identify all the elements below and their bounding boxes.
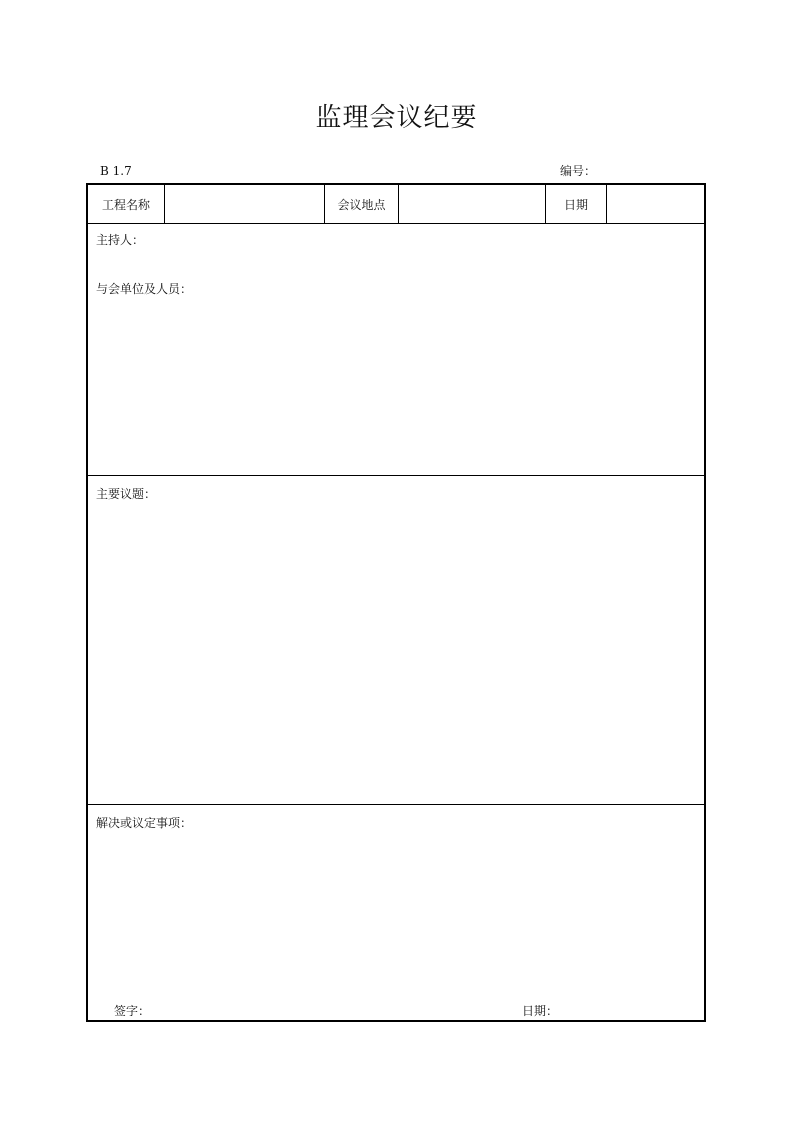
project-name-label: 工程名称 xyxy=(88,185,165,223)
attendees-label: 与会单位及人员： xyxy=(96,282,193,296)
decisions-label: 解决或议定事项： xyxy=(96,816,193,830)
host-label: 主持人： xyxy=(96,233,145,247)
date-label: 日期 xyxy=(546,185,607,223)
form-code: B 1.7 xyxy=(100,164,132,178)
signature-label: 签字： xyxy=(114,1004,151,1018)
meeting-minutes-form xyxy=(86,183,706,1022)
decisions-section[interactable] xyxy=(88,805,704,1020)
date-field[interactable] xyxy=(607,185,704,223)
signature-date-label: 日期： xyxy=(522,1004,559,1018)
page-title: 监理会议纪要 xyxy=(315,103,478,133)
serial-number-label: 编号： xyxy=(560,164,597,178)
host-attendees-section[interactable] xyxy=(88,223,704,476)
meeting-place-label: 会议地点 xyxy=(325,185,399,223)
main-topics-section[interactable] xyxy=(88,476,704,805)
form-header-row xyxy=(88,185,704,224)
project-name-field[interactable] xyxy=(165,185,325,223)
meeting-place-field[interactable] xyxy=(399,185,546,223)
topics-label: 主要议题： xyxy=(96,487,157,501)
